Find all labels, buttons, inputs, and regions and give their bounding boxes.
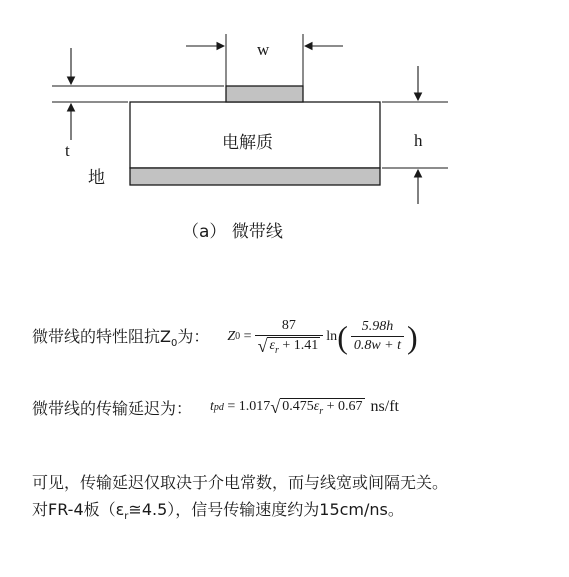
delay-unit: ns/ft [370,398,399,416]
impedance-label: 微带线的特性阻抗$Z_0$为： [32,327,210,350]
t-label: t [65,141,70,160]
h-label: h [414,131,423,150]
delay-equation: t pd = 1.017 √ $0.475\varepsilon_r + 0.67$ ns/ft [210,397,399,418]
impedance-equation: Z 0 = 87 √ $\varepsilon_r + 1.41$ ln ( $\frac{5.98h}{0.8w + t}$ ) [227,318,418,356]
note-line-2: 对FR-4板$(\varepsilon_r≅4.5)$，信号传输速度约为15cm/ns。 [32,500,404,523]
ground-label: 地 [88,168,105,188]
note-line-1: 可见，传输延迟仅取决于介电常数，而与线宽或间隔无关。 [32,473,449,492]
delay-formula-row [32,396,399,419]
trace-conductor [226,86,303,102]
ground-plane [130,168,380,185]
w-label: w [257,40,270,59]
microstrip-diagram [0,0,569,250]
figure-caption: （a） 微带线 [182,222,283,242]
delay-label: 微带线的传输延迟为： [32,399,193,418]
dielectric-label: 电解质 [222,133,273,153]
impedance-formula-row [32,318,418,356]
